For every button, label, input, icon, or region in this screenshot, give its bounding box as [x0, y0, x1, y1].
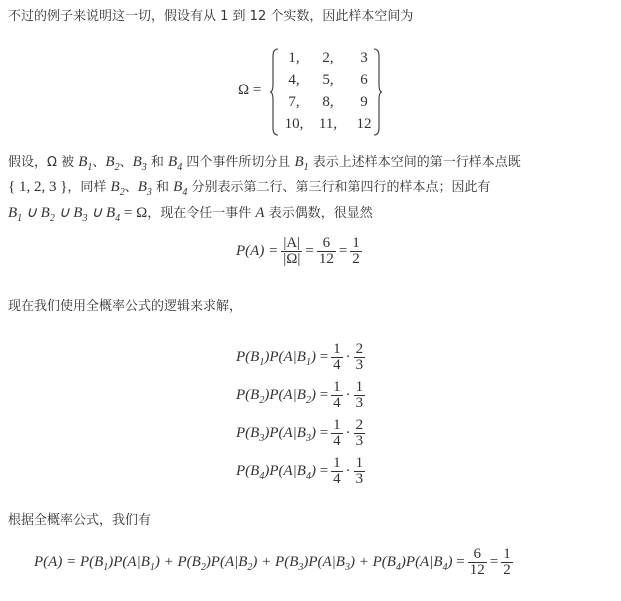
- frac-den: 2: [352, 251, 360, 267]
- frac-den: 4: [333, 356, 341, 373]
- matrix-cell: 6: [360, 72, 368, 88]
- para2-line2: { 1, 2, 3 }，同样 $B_2$、$B_3$ 和 $B_4$ 分别表示第二行、第三行和第四行的样本点；因此有: [8, 179, 491, 198]
- frac-den: 4: [333, 394, 341, 411]
- matrix-cell: 8,: [322, 94, 334, 110]
- para2-line1-b: 四个事件所切分且: [182, 155, 295, 170]
- para2-line1: 假设，Ω 被 $B_1$、$B_2$、$B_3$ 和 $B_4$ 四个事件所切分且 $B_1$ 表示上述样本空间的第一行样本点既: [8, 154, 521, 173]
- frac-num: 1: [333, 454, 341, 471]
- frac-num: 1: [352, 235, 360, 251]
- pa-lhs: P(A) =: [236, 243, 279, 259]
- events-list: $B_1$: [78, 154, 93, 173]
- matrix-cell: 10,: [284, 116, 304, 132]
- frac-num: |A|: [283, 235, 301, 251]
- frac-den: 3: [355, 432, 364, 449]
- matrix-cell: 1,: [288, 50, 300, 66]
- frac-num: 1: [333, 340, 341, 357]
- intro-text: 不过的例子来说明这一切，假设有从 1 到 12 个实数，因此样本空间为: [8, 9, 414, 24]
- matrix-cell: 2,: [322, 50, 334, 66]
- matrix-cell: 12: [356, 116, 372, 132]
- formula-text: 根据全概率公式，我们有: [8, 513, 152, 528]
- frac-den: |Ω|: [283, 251, 301, 267]
- frac-den: 3: [355, 394, 364, 411]
- sample-space-matrix: [269, 48, 381, 136]
- product-lhs: $P(B_3)P(A|B_3)$ =: [236, 424, 329, 444]
- product-lhs: $P(B_4)P(A|B_4)$ =: [236, 462, 329, 482]
- frac-den: 12: [318, 251, 334, 267]
- product-lhs: $P(B_1)P(A|B_1)$ =: [236, 348, 329, 368]
- left-brace-icon: [269, 48, 279, 136]
- frac-den: 3: [355, 470, 364, 487]
- frac-den: 2: [503, 562, 511, 578]
- frac-num: 2: [355, 416, 364, 433]
- products-block: [236, 338, 368, 490]
- frac-den: 3: [355, 356, 364, 373]
- product-row: $P(B_3)P(A|B_3)$ = $\frac{1}{4}$ · $\frac{2}{3}$: [236, 416, 364, 449]
- matrix-cell: 7,: [288, 94, 300, 110]
- frac-den: 4: [333, 470, 341, 487]
- frac-num: 6: [473, 546, 481, 562]
- frac-num: 1: [333, 378, 341, 395]
- frac-num: 6: [322, 235, 331, 251]
- product-row: $P(B_1)P(A|B_1)$ = $\frac{1}{4}$ · $\frac{2}{3}$: [236, 340, 364, 373]
- matrix-cell: 9: [360, 94, 368, 110]
- union-expr: $B_1$ ∪ $B_2$ ∪ $B_3$ ∪ $B_4 = \Omega$: [8, 205, 148, 224]
- frac-num: 2: [355, 340, 364, 357]
- method-text: 现在我们使用全概率公式的逻辑来求解，: [8, 299, 243, 314]
- frac-num: 1: [333, 416, 341, 433]
- final-equation: $P(A) = P(B_1)P(A|B_1) + P(B_2)P(A|B_2) + P(B_3)P(A|B_3) + P(B_4)P(A|B_4)$ = $\frac{6}{12}$ = $\frac{1}{2}$: [34, 546, 511, 578]
- para2-line3: $B_1$ ∪ $B_2$ ∪ $B_3$ ∪ $B_4 = \Omega$，现在令任一事件 A 表示偶数，很显然: [8, 205, 373, 224]
- matrix-cell: 5,: [322, 72, 334, 88]
- frac-den: 4: [333, 432, 341, 449]
- product-lhs: $P(B_2)P(A|B_2)$ =: [236, 386, 329, 406]
- omega-lhs: Ω =: [238, 82, 262, 98]
- frac-num: 1: [355, 378, 364, 395]
- para2-line3-b: 表示偶数，很显然: [264, 206, 373, 221]
- para2-line1-a: 假设，Ω 被: [8, 155, 79, 170]
- matrix-cell: 4,: [288, 72, 300, 88]
- frac-num: 1: [355, 454, 364, 471]
- para2-line1-c: 表示上述样本空间的第一行样本点既: [308, 155, 521, 170]
- matrix-cell: 3: [360, 50, 368, 66]
- row-set: { 1, 2, 3 }: [8, 179, 68, 195]
- product-row: $P(B_2)P(A|B_2)$ = $\frac{1}{4}$ · $\frac{1}{3}$: [236, 378, 364, 411]
- frac-den: 12: [469, 562, 485, 578]
- frac-num: 1: [503, 546, 511, 562]
- pa-equation: P(A) = $\frac{|A|}{|\Omega|}$ = $\frac{6}{12}$ = $\frac{1}{2}$: [236, 235, 360, 267]
- matrix-cell: 11,: [318, 116, 338, 132]
- para2-line2-b: 分别表示第二行、第三行和第四行的样本点；因此有: [187, 180, 491, 195]
- final-lhs: $P(A) = P(B_1)P(A|B_1) + P(B_2)P(A|B_2) + P(B_3)P(A|B_3) + P(B_4)P(A|B_4)$ =: [34, 554, 465, 573]
- product-row: $P(B_4)P(A|B_4)$ = $\frac{1}{4}$ · $\frac{1}{3}$: [236, 454, 364, 487]
- para2-line3-a: ，现在令任一事件: [147, 206, 256, 221]
- para2-line2-a: ，同样: [67, 180, 111, 195]
